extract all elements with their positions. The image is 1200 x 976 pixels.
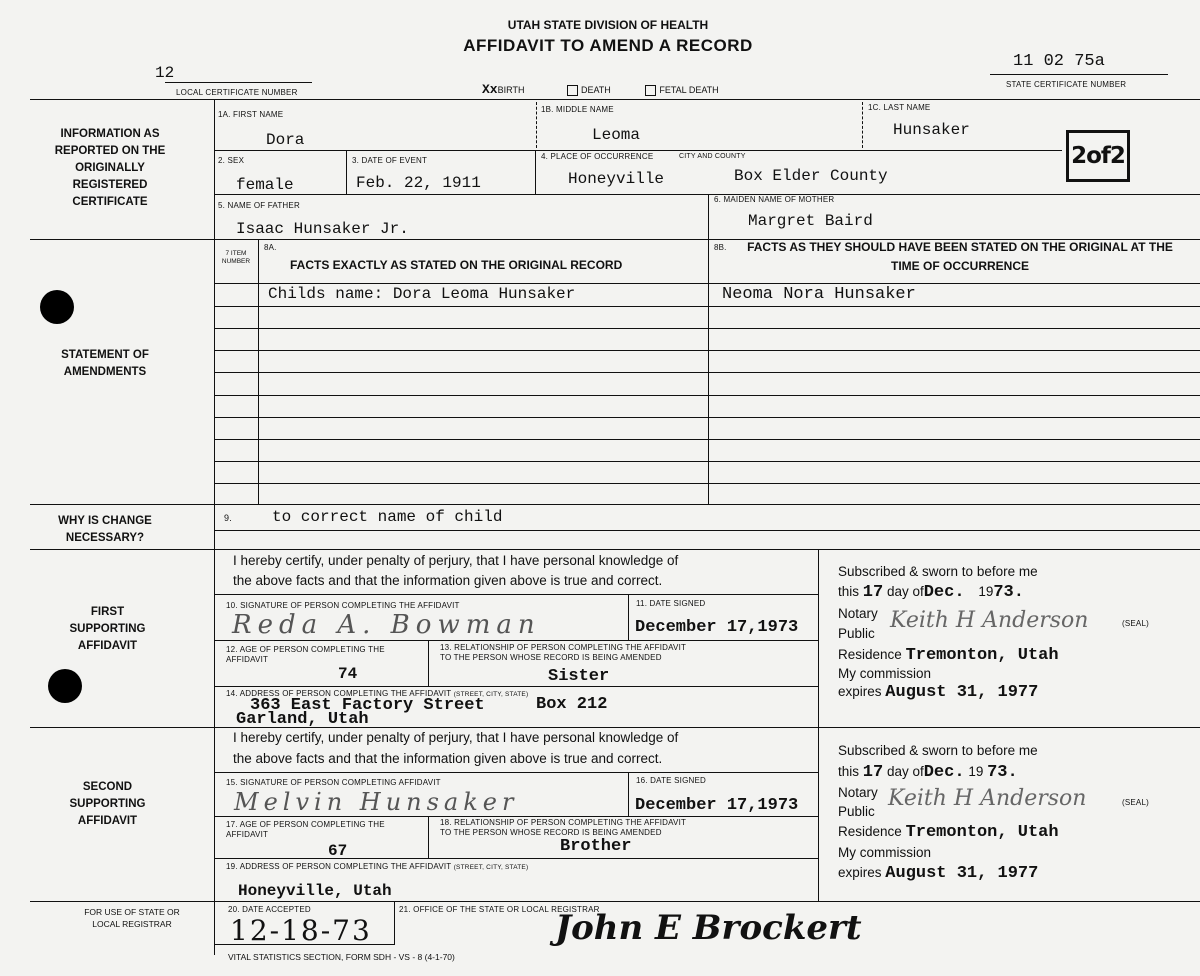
second-affidavit-label: SECOND SUPPORTING AFFIDAVIT <box>69 781 146 827</box>
col-8b-title: FACTS AS THEY SHOULD HAVE BEEN STATED ON THE ORIGINAL AT THE TIME OF OCCURRENCE <box>747 240 1173 273</box>
first-public-label: Public <box>838 626 875 641</box>
amendments-section-label: STATEMENT OF AMENDMENTS <box>61 349 149 378</box>
second-notary-signature: Keith H Anderson <box>888 786 1087 811</box>
first-relationship-value: Sister <box>548 667 610 686</box>
first-notary-line1: Subscribed & sworn to before me <box>838 564 1038 579</box>
amendment-corrected-value: Neoma Nora Hunsaker <box>722 285 916 304</box>
second-notary-label: Notary <box>838 785 878 800</box>
state-cert-value: 11 02 75a <box>1013 52 1105 71</box>
second-age-value: 67 <box>328 842 348 860</box>
first-date-label: 11. DATE SIGNED <box>636 599 706 608</box>
second-notary-line1: Subscribed & sworn to before me <box>838 743 1038 758</box>
second-residence-line: Residence Tremonton, Utah <box>838 823 1059 842</box>
first-addr-line2: Garland, Utah <box>236 710 369 729</box>
state-cert-label: STATE CERTIFICATE NUMBER <box>1006 80 1127 89</box>
second-date-label: 16. DATE SIGNED <box>636 776 706 785</box>
first-notary-date-line: this 17 day ofDec. 1973. <box>838 583 1024 602</box>
second-rel-label: 18. RELATIONSHIP OF PERSON COMPLETING THE AFFIDAVIT TO THE PERSON WHOSE RECORD IS BEING AMENDED <box>440 818 686 837</box>
second-signature: Melvin Hunsaker <box>234 788 519 816</box>
second-commission-label: My commission <box>838 845 932 860</box>
second-notary-date-line: this 17 day ofDec. 19 73. <box>838 763 1018 782</box>
col-8a-number: 8A. <box>264 243 277 252</box>
why-number: 9. <box>224 513 232 523</box>
why-value: to correct name of child <box>272 508 503 526</box>
punch-hole-bottom <box>48 669 82 703</box>
first-addr-box: Box 212 <box>536 695 608 714</box>
death-option[interactable]: DEATH <box>567 85 611 95</box>
first-commission-label: My commission <box>838 666 932 681</box>
sex-label: 2. SEX <box>218 156 245 165</box>
fetal-death-option[interactable]: FETAL DEATH <box>645 85 718 95</box>
punch-hole-top <box>40 290 74 324</box>
second-public-label: Public <box>838 804 875 819</box>
sex-value: female <box>236 176 294 194</box>
last-name-label: 1C. LAST NAME <box>868 103 931 112</box>
agency-name: UTAH STATE DIVISION OF HEALTH <box>507 18 709 32</box>
place-sub-label: CITY AND COUNTY <box>679 153 746 160</box>
original-section-label: INFORMATION AS REPORTED ON THE ORIGINALLY REGISTERED CERTIFICATE <box>54 128 166 208</box>
accepted-value: 12-18-73 <box>230 914 372 947</box>
second-date-value: December 17,1973 <box>635 796 799 815</box>
first-residence-line: Residence Tremonton, Utah <box>838 646 1059 665</box>
middle-name-label: 1B. MIDDLE NAME <box>541 105 614 114</box>
place-label: 4. PLACE OF OCCURRENCE <box>541 152 654 161</box>
form-footer: VITAL STATISTICS SECTION, FORM SDH - VS - 8 (4-1-70) <box>228 952 455 962</box>
first-signature: Reda A. Bowman <box>232 610 541 640</box>
stamp-2of2: 2of2 <box>1066 130 1130 182</box>
first-seal-label: (SEAL) <box>1122 619 1149 628</box>
first-certify-line1: I hereby certify, under penalty of perjury, that I have personal knowledge of <box>233 553 679 568</box>
date-of-event-label: 3. DATE OF EVENT <box>352 156 428 165</box>
mother-value: Margret Baird <box>748 212 873 230</box>
registrar-signature: John E Brockert <box>555 908 862 948</box>
father-value: Isaac Hunsaker Jr. <box>236 220 409 238</box>
first-addr-line1: 363 East Factory Street <box>250 696 485 715</box>
mother-label: 6. MAIDEN NAME OF MOTHER <box>714 195 835 204</box>
form-title: AFFIDAVIT TO AMEND A RECORD <box>463 36 753 55</box>
second-relationship-value: Brother <box>560 837 632 856</box>
father-label: 5. NAME OF FATHER <box>218 201 300 210</box>
col-8a-title: FACTS EXACTLY AS STATED ON THE ORIGINAL RECORD <box>290 258 623 272</box>
first-certify-line2: the above facts and that the information given above is true and correct. <box>233 573 663 588</box>
first-age-value: 74 <box>338 665 358 683</box>
local-cert-value: 12 <box>155 64 175 82</box>
record-type-options <box>482 82 719 97</box>
second-expires-line: expires August 31, 1977 <box>838 864 1039 883</box>
first-age-label: 12. AGE OF PERSON COMPLETING THE AFFIDAVIT <box>226 645 385 664</box>
first-notary-signature: Keith H Anderson <box>890 608 1089 633</box>
registrar-section-label: FOR USE OF STATE OR LOCAL REGISTRAR <box>84 907 180 929</box>
city-value: Honeyville <box>568 170 665 188</box>
birth-option[interactable]: XxBIRTH <box>482 82 525 97</box>
fetal-death-checkbox[interactable] <box>645 85 656 96</box>
second-age-label: 17. AGE OF PERSON COMPLETING THE AFFIDAVIT <box>226 820 385 839</box>
county-value: Box Elder County <box>734 167 888 185</box>
first-sig-label: 10. SIGNATURE OF PERSON COMPLETING THE AFFIDAVIT <box>226 601 460 610</box>
last-name-value: Hunsaker <box>893 121 970 139</box>
first-addr-label: 14. ADDRESS OF PERSON COMPLETING THE AFFIDAVIT (STREET, CITY, STATE) <box>226 689 529 698</box>
office-label: 21. OFFICE OF THE STATE OR LOCAL REGISTRAR <box>399 905 600 914</box>
second-seal-label: (SEAL) <box>1122 798 1149 807</box>
why-section-label: WHY IS CHANGE NECESSARY? <box>58 515 152 544</box>
first-affidavit-label: FIRST SUPPORTING AFFIDAVIT <box>69 606 146 652</box>
second-sig-label: 15. SIGNATURE OF PERSON COMPLETING AFFIDAVIT <box>226 778 441 787</box>
middle-name-value: Leoma <box>592 126 641 144</box>
second-addr-label: 19. ADDRESS OF PERSON COMPLETING THE AFFIDAVIT (STREET, CITY, STATE) <box>226 862 529 871</box>
first-name-value: Dora <box>266 131 305 149</box>
second-certify-line1: I hereby certify, under penalty of perjury, that I have personal knowledge of <box>233 730 679 745</box>
first-date-value: December 17,1973 <box>635 618 799 637</box>
accepted-label: 20. DATE ACCEPTED <box>228 905 311 914</box>
date-of-event-value: Feb. 22, 1911 <box>356 174 481 192</box>
death-checkbox[interactable] <box>567 85 578 96</box>
col-8b-number: 8B. <box>714 243 727 252</box>
first-name-label: 1A. FIRST NAME <box>218 110 284 119</box>
local-cert-label: LOCAL CERTIFICATE NUMBER <box>176 88 298 97</box>
second-addr-value: Honeyville, Utah <box>238 882 392 900</box>
first-notary-label: Notary <box>838 606 878 621</box>
item-number-label: 7 ITEM NUMBER <box>221 250 251 265</box>
second-certify-line2: the above facts and that the information given above is true and correct. <box>233 751 663 766</box>
first-rel-label: 13. RELATIONSHIP OF PERSON COMPLETING THE AFFIDAVIT TO THE PERSON WHOSE RECORD IS BEING AMENDED <box>440 643 686 662</box>
amendment-original-value: Childs name: Dora Leoma Hunsaker <box>268 285 576 303</box>
first-expires-line: expires August 31, 1977 <box>838 683 1039 702</box>
